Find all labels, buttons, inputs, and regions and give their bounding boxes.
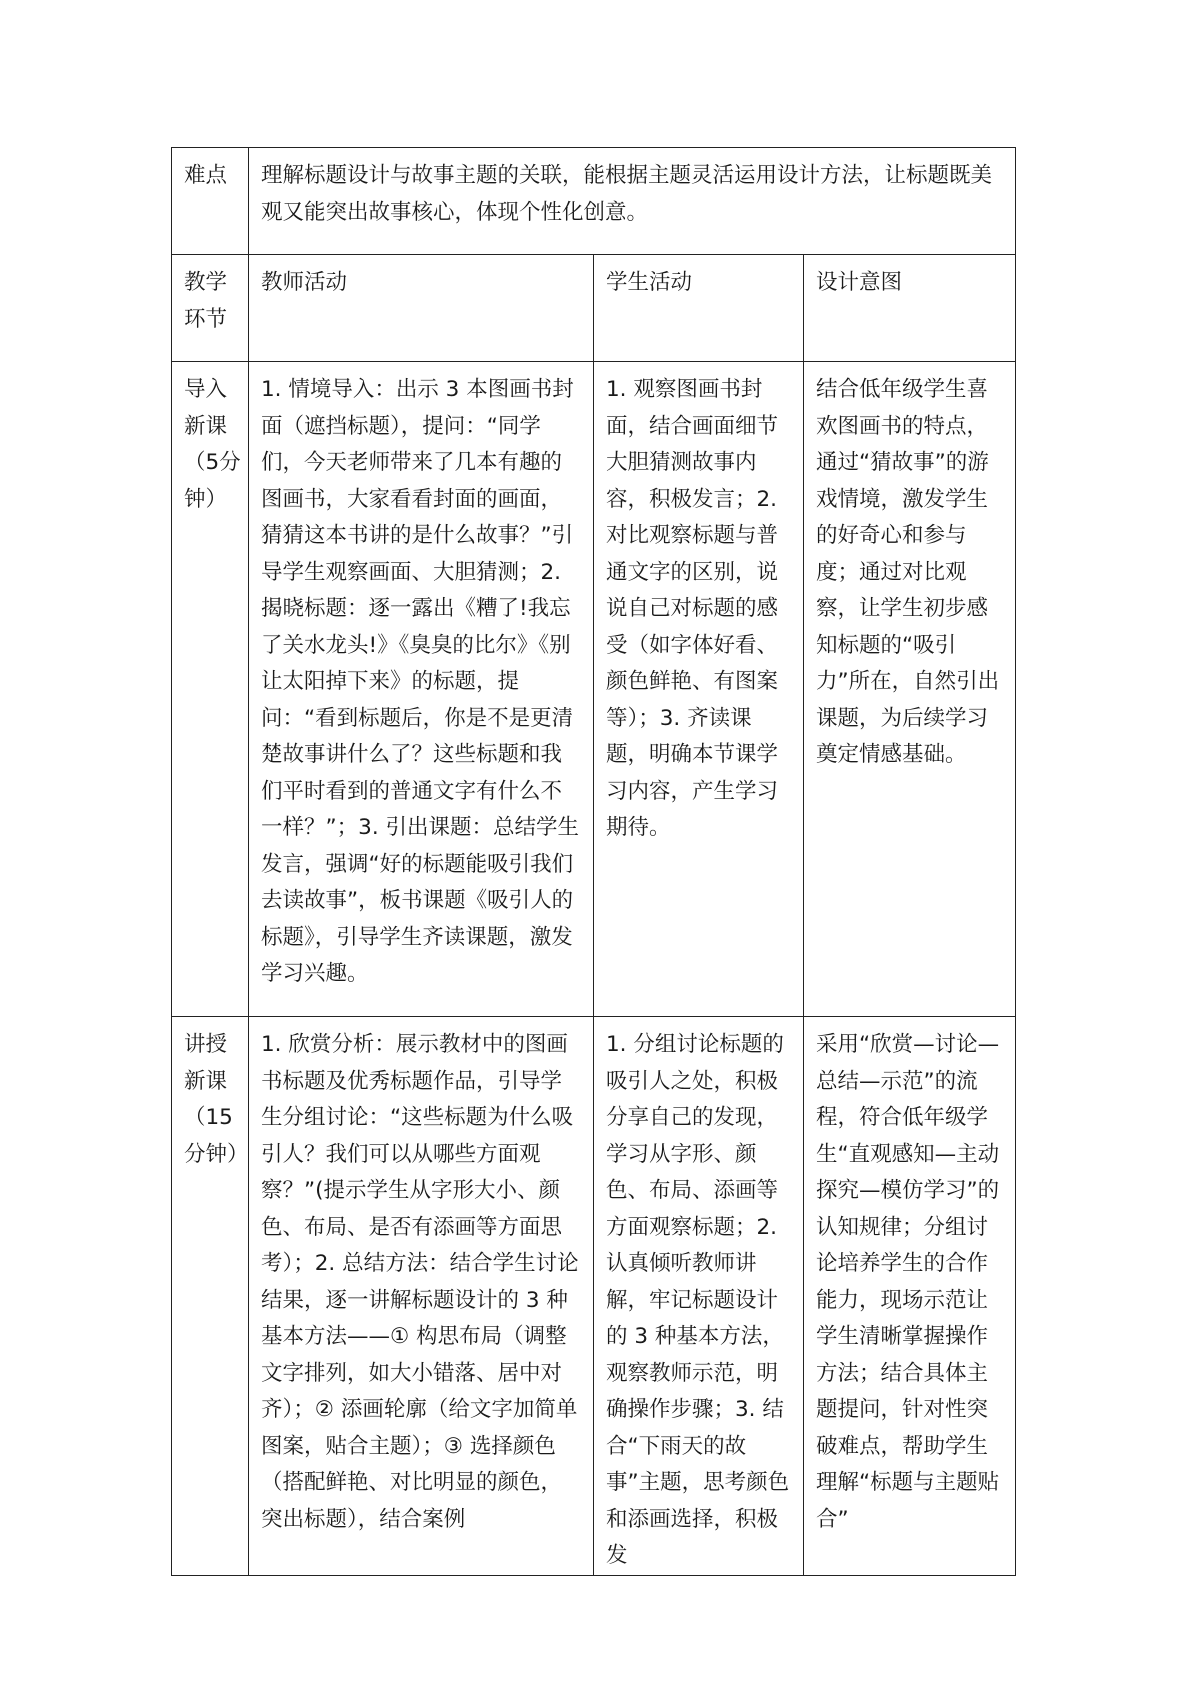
student-activity-cell: 1. 分组讨论标题的吸引人之处，积极分享自己的发现，学习从字形、颜色、布局、添画等方面观察标题；2. 认真倾听教师讲解，牢记标题设计的 3 种基本方法，观察教师示范，明确操作步骤；3. 结合“下雨天的故事”主题，思考颜色和添画选择，积极发 [594,1017,804,1576]
header-teacher-activity: 教师活动 [249,255,594,362]
table-row-intro [172,362,1016,1017]
stage-cell: 讲授新课（15分钟） [172,1017,249,1576]
header-row [172,255,1016,362]
difficulty-text: 理解标题设计与故事主题的关联，能根据主题灵活运用设计方法，让标题既美观又能突出故事核心，体现个性化创意。 [249,148,1016,255]
student-activity-cell: 1. 观察图画书封面，结合画面细节大胆猜测故事内容，积极发言；2. 对比观察标题与普通文字的区别，说说自己对标题的感受（如字体好看、颜色鲜艳、有图案等）；3. 齐读课题，明确本节课学习内容，产生学习期待。 [594,362,804,1017]
table-row-new-lesson [172,1017,1016,1576]
header-design-intent: 设计意图 [804,255,1016,362]
design-intent-cell: 结合低年级学生喜欢图画书的特点，通过“猜故事”的游戏情境，激发学生的好奇心和参与度；通过对比观察，让学生初步感知标题的“吸引力”所在，自然引出课题，为后续学习奠定情感基础。 [804,362,1016,1017]
design-intent-cell: 采用“欣赏—讨论—总结—示范”的流程，符合低年级学生“直观感知—主动探究—模仿学习”的认知规律；分组讨论培养学生的合作能力，现场示范让学生清晰掌握操作方法；结合具体主题提问，针对性突破难点，帮助学生理解“标题与主题贴合” [804,1017,1016,1576]
header-student-activity: 学生活动 [594,255,804,362]
teacher-activity-cell: 1. 欣赏分析：展示教材中的图画书标题及优秀标题作品，引导学生分组讨论：“这些标题为什么吸引人？我们可以从哪些方面观察？”(提示学生从字形大小、颜色、布局、是否有添画等方面思考）；2. 总结方法：结合学生讨论结果，逐一讲解标题设计的 3 种基本方法——① 构思布局（调整文字排列，如大小错落、居中对齐）；② 添画轮廓（给文字加简单图案，贴合主题）；③ 选择颜色（搭配鲜艳、对比明显的颜色，突出标题），结合案例 [249,1017,594,1576]
header-stage: 教学环节 [172,255,249,362]
lesson-plan-table-container [171,147,1015,1576]
stage-cell: 导入新课（5分钟） [172,362,249,1017]
difficulty-row [172,148,1016,255]
teacher-activity-cell: 1. 情境导入：出示 3 本图画书封面（遮挡标题），提问：“同学们，今天老师带来了几本有趣的图画书，大家看看封面的画面，猜猜这本书讲的是什么故事？”引导学生观察画面、大胆猜测；2. 揭晓标题：逐一露出《糟了!我忘了关水龙头!》《臭臭的比尔》《别让太阳掉下来》的标题，提问：“看到标题后，你是不是更清楚故事讲什么了？这些标题和我们平时看到的普通文字有什么不一样？”；3. 引出课题：总结学生发言，强调“好的标题能吸引我们去读故事”，板书课题《吸引人的标题》，引导学生齐读课题，激发学习兴趣。 [249,362,594,1017]
difficulty-label: 难点 [172,148,249,255]
lesson-plan-table [171,147,1016,1576]
